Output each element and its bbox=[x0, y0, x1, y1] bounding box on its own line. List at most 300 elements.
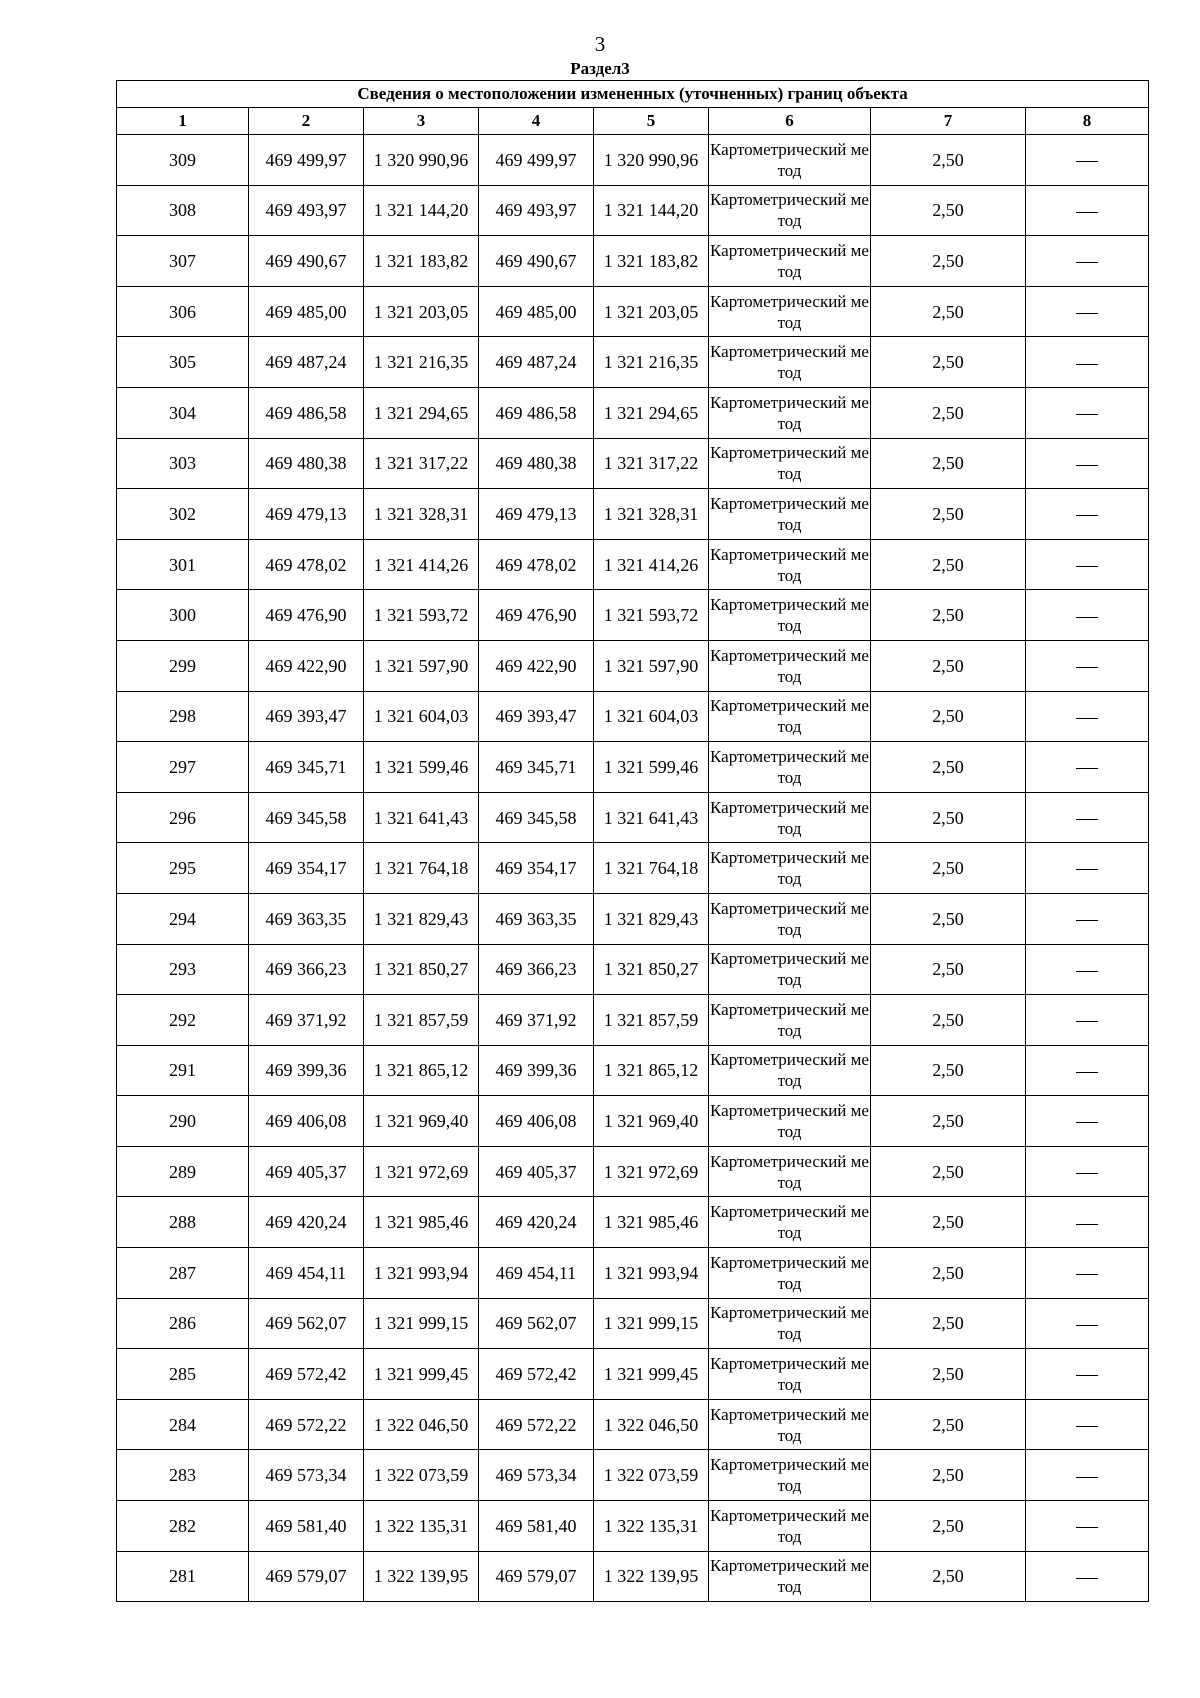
table-row bbox=[117, 893, 1149, 944]
x-coordinate-cell: 469 371,92 bbox=[249, 995, 364, 1046]
y-new-coordinate-cell: 1 321 999,15 bbox=[594, 1298, 709, 1349]
x-new-coordinate-cell: 469 486,58 bbox=[479, 387, 594, 438]
x-new-coordinate-cell: 469 581,40 bbox=[479, 1501, 594, 1552]
method-cell: Картометрический метод bbox=[709, 135, 871, 186]
table-row bbox=[117, 236, 1149, 287]
method-cell: Картометрический метод bbox=[709, 1298, 871, 1349]
method-cell: Картометрический метод bbox=[709, 1248, 871, 1299]
dash-mark bbox=[1076, 971, 1098, 972]
x-new-coordinate-cell: 469 573,34 bbox=[479, 1450, 594, 1501]
x-new-coordinate-cell: 469 454,11 bbox=[479, 1248, 594, 1299]
description-cell bbox=[1026, 387, 1149, 438]
description-cell bbox=[1026, 1146, 1149, 1197]
description-cell bbox=[1026, 590, 1149, 641]
table-row bbox=[117, 1248, 1149, 1299]
dash-mark bbox=[1076, 364, 1098, 365]
method-cell: Картометрический метод bbox=[709, 1096, 871, 1147]
y-new-coordinate-cell: 1 321 597,90 bbox=[594, 640, 709, 691]
y-coordinate-cell: 1 321 414,26 bbox=[364, 539, 479, 590]
y-coordinate-cell: 1 321 593,72 bbox=[364, 590, 479, 641]
method-cell: Картометрический метод bbox=[709, 1399, 871, 1450]
y-coordinate-cell: 1 321 317,22 bbox=[364, 438, 479, 489]
method-cell: Картометрический метод bbox=[709, 843, 871, 894]
table-row bbox=[117, 135, 1149, 186]
accuracy-cell: 2,50 bbox=[871, 1551, 1026, 1602]
y-coordinate-cell: 1 321 183,82 bbox=[364, 236, 479, 287]
x-new-coordinate-cell: 469 420,24 bbox=[479, 1197, 594, 1248]
dash-mark bbox=[1076, 1578, 1098, 1579]
x-new-coordinate-cell: 469 572,42 bbox=[479, 1349, 594, 1400]
dash-mark bbox=[1076, 414, 1098, 415]
point-number-cell: 281 bbox=[117, 1551, 249, 1602]
accuracy-cell: 2,50 bbox=[871, 742, 1026, 793]
method-cell: Картометрический метод bbox=[709, 893, 871, 944]
description-cell bbox=[1026, 539, 1149, 590]
dash-mark bbox=[1076, 566, 1098, 567]
x-coordinate-cell: 469 490,67 bbox=[249, 236, 364, 287]
y-coordinate-cell: 1 321 144,20 bbox=[364, 185, 479, 236]
accuracy-cell: 2,50 bbox=[871, 438, 1026, 489]
point-number-cell: 307 bbox=[117, 236, 249, 287]
point-number-cell: 305 bbox=[117, 337, 249, 388]
accuracy-cell: 2,50 bbox=[871, 185, 1026, 236]
x-new-coordinate-cell: 469 406,08 bbox=[479, 1096, 594, 1147]
x-new-coordinate-cell: 469 485,00 bbox=[479, 286, 594, 337]
method-cell: Картометрический метод bbox=[709, 792, 871, 843]
point-number-cell: 290 bbox=[117, 1096, 249, 1147]
description-cell bbox=[1026, 1298, 1149, 1349]
description-cell bbox=[1026, 337, 1149, 388]
table-row bbox=[117, 1045, 1149, 1096]
accuracy-cell: 2,50 bbox=[871, 1349, 1026, 1400]
table-row bbox=[117, 843, 1149, 894]
point-number-cell: 287 bbox=[117, 1248, 249, 1299]
method-cell: Картометрический метод bbox=[709, 691, 871, 742]
dash-mark bbox=[1076, 1021, 1098, 1022]
dash-mark bbox=[1076, 1224, 1098, 1225]
table-row bbox=[117, 944, 1149, 995]
x-coordinate-cell: 469 485,00 bbox=[249, 286, 364, 337]
x-coordinate-cell: 469 345,58 bbox=[249, 792, 364, 843]
y-new-coordinate-cell: 1 321 985,46 bbox=[594, 1197, 709, 1248]
y-new-coordinate-cell: 1 321 317,22 bbox=[594, 438, 709, 489]
dash-mark bbox=[1076, 262, 1098, 263]
dash-mark bbox=[1076, 1072, 1098, 1073]
accuracy-cell: 2,50 bbox=[871, 489, 1026, 540]
x-coordinate-cell: 469 572,42 bbox=[249, 1349, 364, 1400]
point-number-cell: 284 bbox=[117, 1399, 249, 1450]
dash-mark bbox=[1076, 161, 1098, 162]
dash-mark bbox=[1076, 920, 1098, 921]
x-coordinate-cell: 469 486,58 bbox=[249, 387, 364, 438]
table-row bbox=[117, 1551, 1149, 1602]
description-cell bbox=[1026, 1551, 1149, 1602]
point-number-cell: 304 bbox=[117, 387, 249, 438]
table-row bbox=[117, 1501, 1149, 1552]
method-cell: Картометрический метод bbox=[709, 185, 871, 236]
x-coordinate-cell: 469 478,02 bbox=[249, 539, 364, 590]
accuracy-cell: 2,50 bbox=[871, 337, 1026, 388]
y-new-coordinate-cell: 1 321 144,20 bbox=[594, 185, 709, 236]
x-new-coordinate-cell: 469 579,07 bbox=[479, 1551, 594, 1602]
y-coordinate-cell: 1 321 599,46 bbox=[364, 742, 479, 793]
y-new-coordinate-cell: 1 321 294,65 bbox=[594, 387, 709, 438]
description-cell bbox=[1026, 1501, 1149, 1552]
x-new-coordinate-cell: 469 480,38 bbox=[479, 438, 594, 489]
x-coordinate-cell: 469 406,08 bbox=[249, 1096, 364, 1147]
x-coordinate-cell: 469 420,24 bbox=[249, 1197, 364, 1248]
description-cell bbox=[1026, 1349, 1149, 1400]
table-row bbox=[117, 691, 1149, 742]
method-cell: Картометрический метод bbox=[709, 438, 871, 489]
accuracy-cell: 2,50 bbox=[871, 590, 1026, 641]
y-new-coordinate-cell: 1 321 604,03 bbox=[594, 691, 709, 742]
table-row bbox=[117, 286, 1149, 337]
table-row bbox=[117, 792, 1149, 843]
y-new-coordinate-cell: 1 321 203,05 bbox=[594, 286, 709, 337]
y-coordinate-cell: 1 321 203,05 bbox=[364, 286, 479, 337]
method-cell: Картометрический метод bbox=[709, 590, 871, 641]
x-new-coordinate-cell: 469 478,02 bbox=[479, 539, 594, 590]
dash-mark bbox=[1076, 313, 1098, 314]
y-new-coordinate-cell: 1 321 216,35 bbox=[594, 337, 709, 388]
table-row bbox=[117, 1298, 1149, 1349]
method-cell: Картометрический метод bbox=[709, 1197, 871, 1248]
accuracy-cell: 2,50 bbox=[871, 1298, 1026, 1349]
x-coordinate-cell: 469 499,97 bbox=[249, 135, 364, 186]
table-row bbox=[117, 539, 1149, 590]
method-cell: Картометрический метод bbox=[709, 286, 871, 337]
dash-mark bbox=[1076, 718, 1098, 719]
x-new-coordinate-cell: 469 572,22 bbox=[479, 1399, 594, 1450]
method-cell: Картометрический метод bbox=[709, 539, 871, 590]
description-cell bbox=[1026, 1450, 1149, 1501]
method-cell: Картометрический метод bbox=[709, 1045, 871, 1096]
table-row bbox=[117, 590, 1149, 641]
dash-mark bbox=[1076, 515, 1098, 516]
x-coordinate-cell: 469 393,47 bbox=[249, 691, 364, 742]
description-cell bbox=[1026, 843, 1149, 894]
point-number-cell: 288 bbox=[117, 1197, 249, 1248]
x-new-coordinate-cell: 469 422,90 bbox=[479, 640, 594, 691]
x-new-coordinate-cell: 469 363,35 bbox=[479, 893, 594, 944]
dash-mark bbox=[1076, 667, 1098, 668]
dash-mark bbox=[1076, 1274, 1098, 1275]
y-coordinate-cell: 1 321 865,12 bbox=[364, 1045, 479, 1096]
x-new-coordinate-cell: 469 476,90 bbox=[479, 590, 594, 641]
accuracy-cell: 2,50 bbox=[871, 1248, 1026, 1299]
x-new-coordinate-cell: 469 493,97 bbox=[479, 185, 594, 236]
x-new-coordinate-cell: 469 399,36 bbox=[479, 1045, 594, 1096]
method-cell: Картометрический метод bbox=[709, 1349, 871, 1400]
column-number-4: 4 bbox=[479, 108, 594, 135]
description-cell bbox=[1026, 1197, 1149, 1248]
point-number-cell: 297 bbox=[117, 742, 249, 793]
description-cell bbox=[1026, 236, 1149, 287]
y-new-coordinate-cell: 1 320 990,96 bbox=[594, 135, 709, 186]
accuracy-cell: 2,50 bbox=[871, 135, 1026, 186]
x-coordinate-cell: 469 572,22 bbox=[249, 1399, 364, 1450]
point-number-cell: 295 bbox=[117, 843, 249, 894]
column-number-2: 2 bbox=[249, 108, 364, 135]
x-new-coordinate-cell: 469 393,47 bbox=[479, 691, 594, 742]
accuracy-cell: 2,50 bbox=[871, 640, 1026, 691]
description-cell bbox=[1026, 792, 1149, 843]
x-coordinate-cell: 469 363,35 bbox=[249, 893, 364, 944]
point-number-cell: 303 bbox=[117, 438, 249, 489]
y-new-coordinate-cell: 1 322 139,95 bbox=[594, 1551, 709, 1602]
x-coordinate-cell: 469 581,40 bbox=[249, 1501, 364, 1552]
y-coordinate-cell: 1 322 073,59 bbox=[364, 1450, 479, 1501]
accuracy-cell: 2,50 bbox=[871, 286, 1026, 337]
x-coordinate-cell: 469 562,07 bbox=[249, 1298, 364, 1349]
point-number-cell: 283 bbox=[117, 1450, 249, 1501]
table-row bbox=[117, 489, 1149, 540]
dash-mark bbox=[1076, 465, 1098, 466]
y-coordinate-cell: 1 321 641,43 bbox=[364, 792, 479, 843]
column-number-6: 6 bbox=[709, 108, 871, 135]
point-number-cell: 296 bbox=[117, 792, 249, 843]
table-row bbox=[117, 438, 1149, 489]
y-new-coordinate-cell: 1 321 414,26 bbox=[594, 539, 709, 590]
method-cell: Картометрический метод bbox=[709, 944, 871, 995]
y-new-coordinate-cell: 1 321 850,27 bbox=[594, 944, 709, 995]
description-cell bbox=[1026, 185, 1149, 236]
y-coordinate-cell: 1 321 294,65 bbox=[364, 387, 479, 438]
y-new-coordinate-cell: 1 321 328,31 bbox=[594, 489, 709, 540]
dash-mark bbox=[1076, 1325, 1098, 1326]
y-new-coordinate-cell: 1 321 593,72 bbox=[594, 590, 709, 641]
dash-mark bbox=[1076, 1122, 1098, 1123]
boundary-coordinates-table bbox=[116, 80, 1149, 1602]
dash-mark bbox=[1076, 1173, 1098, 1174]
table-row bbox=[117, 995, 1149, 1046]
point-number-cell: 308 bbox=[117, 185, 249, 236]
page-number: 3 bbox=[594, 32, 606, 56]
method-cell: Картометрический метод bbox=[709, 640, 871, 691]
x-coordinate-cell: 469 405,37 bbox=[249, 1146, 364, 1197]
point-number-cell: 300 bbox=[117, 590, 249, 641]
y-new-coordinate-cell: 1 321 972,69 bbox=[594, 1146, 709, 1197]
x-coordinate-cell: 469 422,90 bbox=[249, 640, 364, 691]
method-cell: Картометрический метод bbox=[709, 387, 871, 438]
table-row bbox=[117, 337, 1149, 388]
y-coordinate-cell: 1 322 046,50 bbox=[364, 1399, 479, 1450]
method-cell: Картометрический метод bbox=[709, 1450, 871, 1501]
y-coordinate-cell: 1 321 999,15 bbox=[364, 1298, 479, 1349]
y-coordinate-cell: 1 321 328,31 bbox=[364, 489, 479, 540]
point-number-cell: 294 bbox=[117, 893, 249, 944]
accuracy-cell: 2,50 bbox=[871, 944, 1026, 995]
dash-mark bbox=[1076, 617, 1098, 618]
x-coordinate-cell: 469 366,23 bbox=[249, 944, 364, 995]
dash-mark bbox=[1076, 1375, 1098, 1376]
table-row bbox=[117, 185, 1149, 236]
y-coordinate-cell: 1 322 135,31 bbox=[364, 1501, 479, 1552]
method-cell: Картометрический метод bbox=[709, 1551, 871, 1602]
column-number-1: 1 bbox=[117, 108, 249, 135]
accuracy-cell: 2,50 bbox=[871, 843, 1026, 894]
accuracy-cell: 2,50 bbox=[871, 1197, 1026, 1248]
dash-mark bbox=[1076, 869, 1098, 870]
x-coordinate-cell: 469 454,11 bbox=[249, 1248, 364, 1299]
description-cell bbox=[1026, 1248, 1149, 1299]
x-new-coordinate-cell: 469 345,58 bbox=[479, 792, 594, 843]
x-coordinate-cell: 469 493,97 bbox=[249, 185, 364, 236]
point-number-cell: 282 bbox=[117, 1501, 249, 1552]
description-cell bbox=[1026, 286, 1149, 337]
y-coordinate-cell: 1 321 857,59 bbox=[364, 995, 479, 1046]
method-cell: Картометрический метод bbox=[709, 1501, 871, 1552]
accuracy-cell: 2,50 bbox=[871, 1399, 1026, 1450]
table-row bbox=[117, 1349, 1149, 1400]
point-number-cell: 285 bbox=[117, 1349, 249, 1400]
y-coordinate-cell: 1 321 999,45 bbox=[364, 1349, 479, 1400]
x-coordinate-cell: 469 573,34 bbox=[249, 1450, 364, 1501]
accuracy-cell: 2,50 bbox=[871, 792, 1026, 843]
table-row bbox=[117, 1450, 1149, 1501]
y-new-coordinate-cell: 1 321 999,45 bbox=[594, 1349, 709, 1400]
point-number-cell: 293 bbox=[117, 944, 249, 995]
point-number-cell: 289 bbox=[117, 1146, 249, 1197]
y-coordinate-cell: 1 321 829,43 bbox=[364, 893, 479, 944]
description-cell bbox=[1026, 995, 1149, 1046]
x-new-coordinate-cell: 469 479,13 bbox=[479, 489, 594, 540]
y-coordinate-cell: 1 321 216,35 bbox=[364, 337, 479, 388]
x-coordinate-cell: 469 487,24 bbox=[249, 337, 364, 388]
table-body bbox=[117, 135, 1149, 1602]
method-cell: Картометрический метод bbox=[709, 236, 871, 287]
dash-mark bbox=[1076, 768, 1098, 769]
accuracy-cell: 2,50 bbox=[871, 539, 1026, 590]
description-cell bbox=[1026, 640, 1149, 691]
accuracy-cell: 2,50 bbox=[871, 1501, 1026, 1552]
accuracy-cell: 2,50 bbox=[871, 1450, 1026, 1501]
dash-mark bbox=[1076, 1426, 1098, 1427]
x-coordinate-cell: 469 476,90 bbox=[249, 590, 364, 641]
description-cell bbox=[1026, 691, 1149, 742]
x-new-coordinate-cell: 469 499,97 bbox=[479, 135, 594, 186]
y-new-coordinate-cell: 1 322 135,31 bbox=[594, 1501, 709, 1552]
x-new-coordinate-cell: 469 366,23 bbox=[479, 944, 594, 995]
y-new-coordinate-cell: 1 321 641,43 bbox=[594, 792, 709, 843]
x-coordinate-cell: 469 345,71 bbox=[249, 742, 364, 793]
x-new-coordinate-cell: 469 371,92 bbox=[479, 995, 594, 1046]
description-cell bbox=[1026, 1096, 1149, 1147]
accuracy-cell: 2,50 bbox=[871, 1096, 1026, 1147]
description-cell bbox=[1026, 489, 1149, 540]
table-row bbox=[117, 742, 1149, 793]
description-cell bbox=[1026, 893, 1149, 944]
method-cell: Картометрический метод bbox=[709, 489, 871, 540]
description-cell bbox=[1026, 1399, 1149, 1450]
dash-mark bbox=[1076, 819, 1098, 820]
table-row bbox=[117, 1197, 1149, 1248]
x-new-coordinate-cell: 469 490,67 bbox=[479, 236, 594, 287]
y-new-coordinate-cell: 1 321 599,46 bbox=[594, 742, 709, 793]
description-cell bbox=[1026, 135, 1149, 186]
description-cell bbox=[1026, 742, 1149, 793]
point-number-cell: 286 bbox=[117, 1298, 249, 1349]
y-coordinate-cell: 1 321 985,46 bbox=[364, 1197, 479, 1248]
y-new-coordinate-cell: 1 321 969,40 bbox=[594, 1096, 709, 1147]
accuracy-cell: 2,50 bbox=[871, 691, 1026, 742]
y-coordinate-cell: 1 322 139,95 bbox=[364, 1551, 479, 1602]
description-cell bbox=[1026, 944, 1149, 995]
table-row bbox=[117, 640, 1149, 691]
x-coordinate-cell: 469 480,38 bbox=[249, 438, 364, 489]
x-coordinate-cell: 469 354,17 bbox=[249, 843, 364, 894]
table-row bbox=[117, 1146, 1149, 1197]
method-cell: Картометрический метод bbox=[709, 1146, 871, 1197]
y-coordinate-cell: 1 321 972,69 bbox=[364, 1146, 479, 1197]
x-new-coordinate-cell: 469 562,07 bbox=[479, 1298, 594, 1349]
point-number-cell: 292 bbox=[117, 995, 249, 1046]
table-row bbox=[117, 1399, 1149, 1450]
y-coordinate-cell: 1 321 597,90 bbox=[364, 640, 479, 691]
point-number-cell: 309 bbox=[117, 135, 249, 186]
method-cell: Картометрический метод bbox=[709, 742, 871, 793]
description-cell bbox=[1026, 438, 1149, 489]
point-number-cell: 291 bbox=[117, 1045, 249, 1096]
table-caption: Сведения о местоположении измененных (уточненных) границ объекта bbox=[117, 81, 1149, 108]
accuracy-cell: 2,50 bbox=[871, 1045, 1026, 1096]
method-cell: Картометрический метод bbox=[709, 995, 871, 1046]
y-coordinate-cell: 1 321 850,27 bbox=[364, 944, 479, 995]
column-number-8: 8 bbox=[1026, 108, 1149, 135]
accuracy-cell: 2,50 bbox=[871, 387, 1026, 438]
table-row bbox=[117, 1096, 1149, 1147]
y-coordinate-cell: 1 321 764,18 bbox=[364, 843, 479, 894]
x-new-coordinate-cell: 469 487,24 bbox=[479, 337, 594, 388]
column-number-5: 5 bbox=[594, 108, 709, 135]
y-new-coordinate-cell: 1 321 183,82 bbox=[594, 236, 709, 287]
table-row bbox=[117, 387, 1149, 438]
point-number-cell: 306 bbox=[117, 286, 249, 337]
section-title: Раздел3 bbox=[570, 59, 630, 78]
y-coordinate-cell: 1 320 990,96 bbox=[364, 135, 479, 186]
accuracy-cell: 2,50 bbox=[871, 236, 1026, 287]
column-number-3: 3 bbox=[364, 108, 479, 135]
y-new-coordinate-cell: 1 321 857,59 bbox=[594, 995, 709, 1046]
point-number-cell: 299 bbox=[117, 640, 249, 691]
accuracy-cell: 2,50 bbox=[871, 893, 1026, 944]
point-number-cell: 302 bbox=[117, 489, 249, 540]
accuracy-cell: 2,50 bbox=[871, 1146, 1026, 1197]
point-number-cell: 301 bbox=[117, 539, 249, 590]
column-number-7: 7 bbox=[871, 108, 1026, 135]
dash-mark bbox=[1076, 1527, 1098, 1528]
y-new-coordinate-cell: 1 321 993,94 bbox=[594, 1248, 709, 1299]
x-coordinate-cell: 469 479,13 bbox=[249, 489, 364, 540]
y-new-coordinate-cell: 1 322 046,50 bbox=[594, 1399, 709, 1450]
accuracy-cell: 2,50 bbox=[871, 995, 1026, 1046]
y-new-coordinate-cell: 1 321 865,12 bbox=[594, 1045, 709, 1096]
y-new-coordinate-cell: 1 321 829,43 bbox=[594, 893, 709, 944]
y-new-coordinate-cell: 1 321 764,18 bbox=[594, 843, 709, 894]
y-coordinate-cell: 1 321 604,03 bbox=[364, 691, 479, 742]
x-new-coordinate-cell: 469 354,17 bbox=[479, 843, 594, 894]
x-coordinate-cell: 469 399,36 bbox=[249, 1045, 364, 1096]
point-number-cell: 298 bbox=[117, 691, 249, 742]
y-coordinate-cell: 1 321 993,94 bbox=[364, 1248, 479, 1299]
method-cell: Картометрический метод bbox=[709, 337, 871, 388]
dash-mark bbox=[1076, 212, 1098, 213]
x-new-coordinate-cell: 469 405,37 bbox=[479, 1146, 594, 1197]
column-number-row bbox=[117, 108, 1149, 135]
y-coordinate-cell: 1 321 969,40 bbox=[364, 1096, 479, 1147]
y-new-coordinate-cell: 1 322 073,59 bbox=[594, 1450, 709, 1501]
